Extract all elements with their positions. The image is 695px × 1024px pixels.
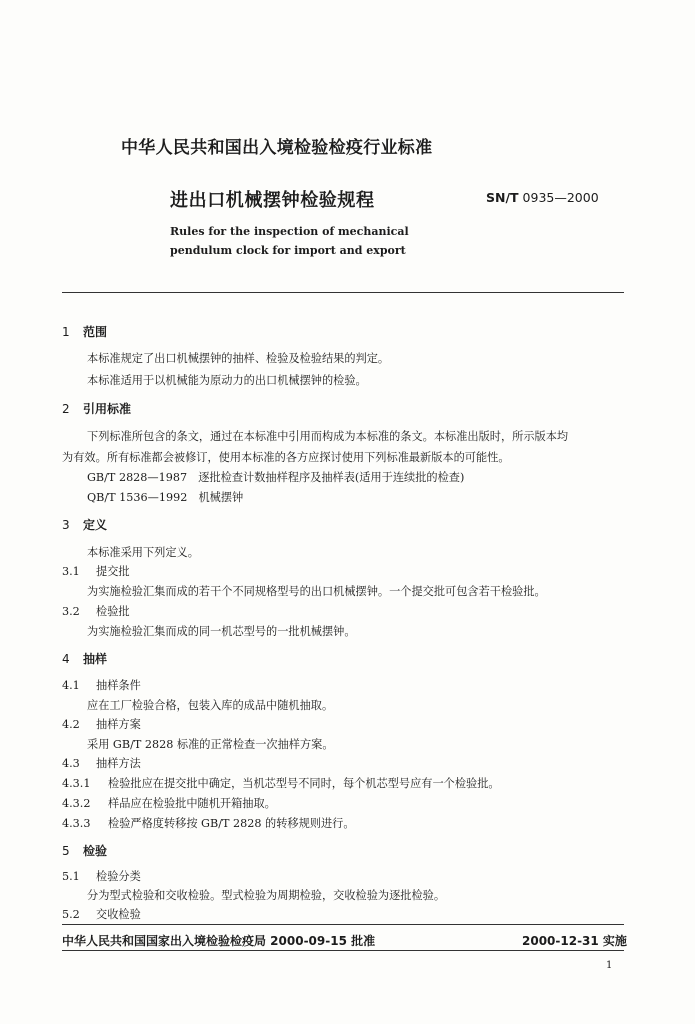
section-4-heading: 4 抽样 (62, 652, 108, 666)
section-2-para-line-1: 下列标准所包含的条文，通过在本标准中引用而构成为本标准的条文。本标准出版时，所示版本均 (87, 430, 569, 443)
standard-code (486, 190, 599, 205)
document-title: 进出口机械摆钟检验规程 (170, 190, 375, 211)
page-number: 1 (606, 960, 613, 971)
section-3-heading: 3 定义 (62, 518, 108, 532)
clause-4-3-2: 4.3.2 样品应在检验批中随机开箱抽取。 (62, 797, 276, 810)
header-divider (62, 292, 624, 293)
section-1-para-2: 本标准适用于以机械能为原动力的出口机械摆钟的检验。 (87, 374, 367, 387)
clause-5-2-heading: 5.2 交收检验 (62, 908, 141, 921)
definition-3-2-heading: 3.2 检验批 (62, 605, 130, 618)
section-1-para-1: 本标准规定了出口机械摆钟的抽样、检验及检验结果的判定。 (87, 352, 390, 365)
approval-statement: 中华人民共和国国家出入境检验检疫局 2000-09-15 批准 (62, 934, 376, 948)
definition-3-2-text: 为实施检验汇集而成的同一机芯型号的一批机械摆钟。 (87, 625, 356, 638)
section-2-heading: 2 引用标准 (62, 402, 132, 416)
reference-qbt-1536: QB/T 1536—1992 机械摆钟 (87, 491, 244, 504)
definition-3-1-heading: 3.1 提交批 (62, 565, 130, 578)
footer-divider-top (62, 924, 624, 925)
clause-4-3-1: 4.3.1 检验批应在提交批中确定，当机芯型号不同时，每个机芯型号应有一个检验批。 (62, 777, 500, 790)
english-title-line-2: pendulum clock for import and export (170, 244, 406, 257)
clause-4-1-heading: 4.1 抽样条件 (62, 679, 141, 692)
english-title-line-1: Rules for the inspection of mechanical (170, 225, 409, 238)
clause-4-3-heading: 4.3 抽样方法 (62, 757, 141, 770)
clause-4-2-heading: 4.2 抽样方案 (62, 718, 141, 731)
section-1-heading: 1 范围 (62, 325, 108, 339)
implementation-date: 2000-12-31 实施 (522, 934, 627, 948)
clause-4-3-3: 4.3.3 检验严格度转移按 GB/T 2828 的转移规则进行。 (62, 817, 355, 830)
standard-prefix: SN/T (486, 190, 519, 205)
section-5-heading: 5 检验 (62, 844, 108, 858)
issuing-organization: 中华人民共和国出入境检验检疫行业标准 (121, 138, 433, 158)
section-3-intro: 本标准采用下列定义。 (87, 546, 199, 559)
footer-divider-bottom (62, 950, 624, 951)
clause-4-1-text: 应在工厂检验合格，包装入库的成品中随机抽取。 (87, 699, 334, 712)
definition-3-1-text: 为实施检验汇集而成的若干个不同规格型号的出口机械摆钟。一个提交批可包含若干检验批。 (87, 585, 546, 598)
clause-4-2-text: 采用 GB/T 2828 标准的正常检查一次抽样方案。 (87, 738, 334, 751)
section-2-para-line-2: 为有效。所有标准都会被修订，使用本标准的各方应探讨使用下列标准最新版本的可能性。 (62, 451, 510, 464)
clause-5-1-heading: 5.1 检验分类 (62, 870, 141, 883)
reference-gbt-2828: GB/T 2828—1987 逐批检查计数抽样程序及抽样表(适用于连续批的检查) (87, 471, 465, 484)
standard-number: 0935—2000 (522, 190, 599, 205)
clause-5-1-text: 分为型式检验和交收检验。型式检验为周期检验，交收检验为逐批检验。 (87, 889, 446, 902)
